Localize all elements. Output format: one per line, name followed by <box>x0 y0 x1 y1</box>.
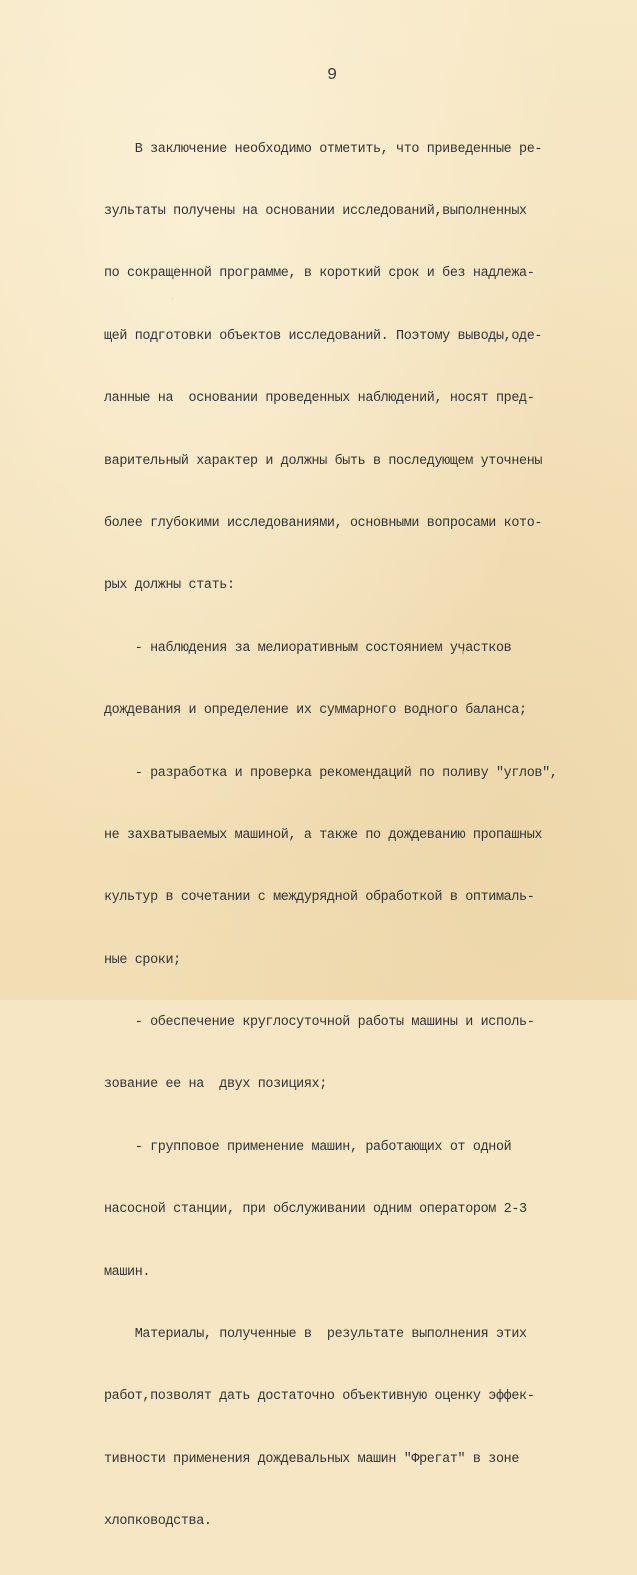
text-line: по сокращенной программе, в короткий срок и без надлежа- <box>104 266 535 282</box>
text-line: ланные на основании проведенных наблюдений, носят пред- <box>104 391 535 407</box>
text-line: тивности применения дождевальных машин "Фрегат" в зоне <box>104 1451 520 1467</box>
text-line: насосной станции, при обслуживании одним оператором 2-3 <box>104 1202 527 1218</box>
text-line: зультаты получены на основании исследований,выполненных <box>104 203 527 219</box>
paper-speck <box>411 829 413 831</box>
paper-speck <box>172 298 173 299</box>
text-line: - обеспечение круглосуточной работы машины и исполь- <box>104 1015 535 1031</box>
paper-speck <box>462 648 464 655</box>
text-line: дождевания и определение их суммарного водного баланса; <box>104 703 527 719</box>
page-number: 9 <box>327 66 338 85</box>
text-line: щей подготовки объектов исследований. Поэтому выводы,оде- <box>104 328 543 344</box>
text-line: работ,позволят дать достаточно объективную оценку эффек- <box>104 1389 535 1405</box>
text-line: варительный характер и должны быть в последующем уточнены <box>104 453 543 469</box>
text-line: более глубокими исследованиями, основными вопросами кото- <box>104 515 543 531</box>
text-line: машин. <box>104 1264 151 1280</box>
text-line: культур в сочетании с междурядной обработкой в оптималь- <box>104 890 535 906</box>
text-line: ные сроки; <box>104 952 181 968</box>
text-line: хлопководства. <box>104 1514 212 1530</box>
text-line: зование ее на двух позициях; <box>104 1077 327 1093</box>
text-line: В заключение необходимо отметить, что приведенные ре- <box>104 141 543 157</box>
text-line: - групповое применение машин, работающих от одной <box>104 1139 512 1155</box>
text-line: - наблюдения за мелиоративным состоянием участков <box>104 640 512 656</box>
body-text <box>104 98 574 1575</box>
text-line: рых должны стать: <box>104 578 235 594</box>
text-line: Материалы, полученные в результате выполнения этих <box>104 1327 527 1343</box>
text-line: - разработка и проверка рекомендаций по поливу "углов", <box>104 765 558 781</box>
text-line: не захватываемых машиной, а также по дождеванию пропашных <box>104 827 543 843</box>
